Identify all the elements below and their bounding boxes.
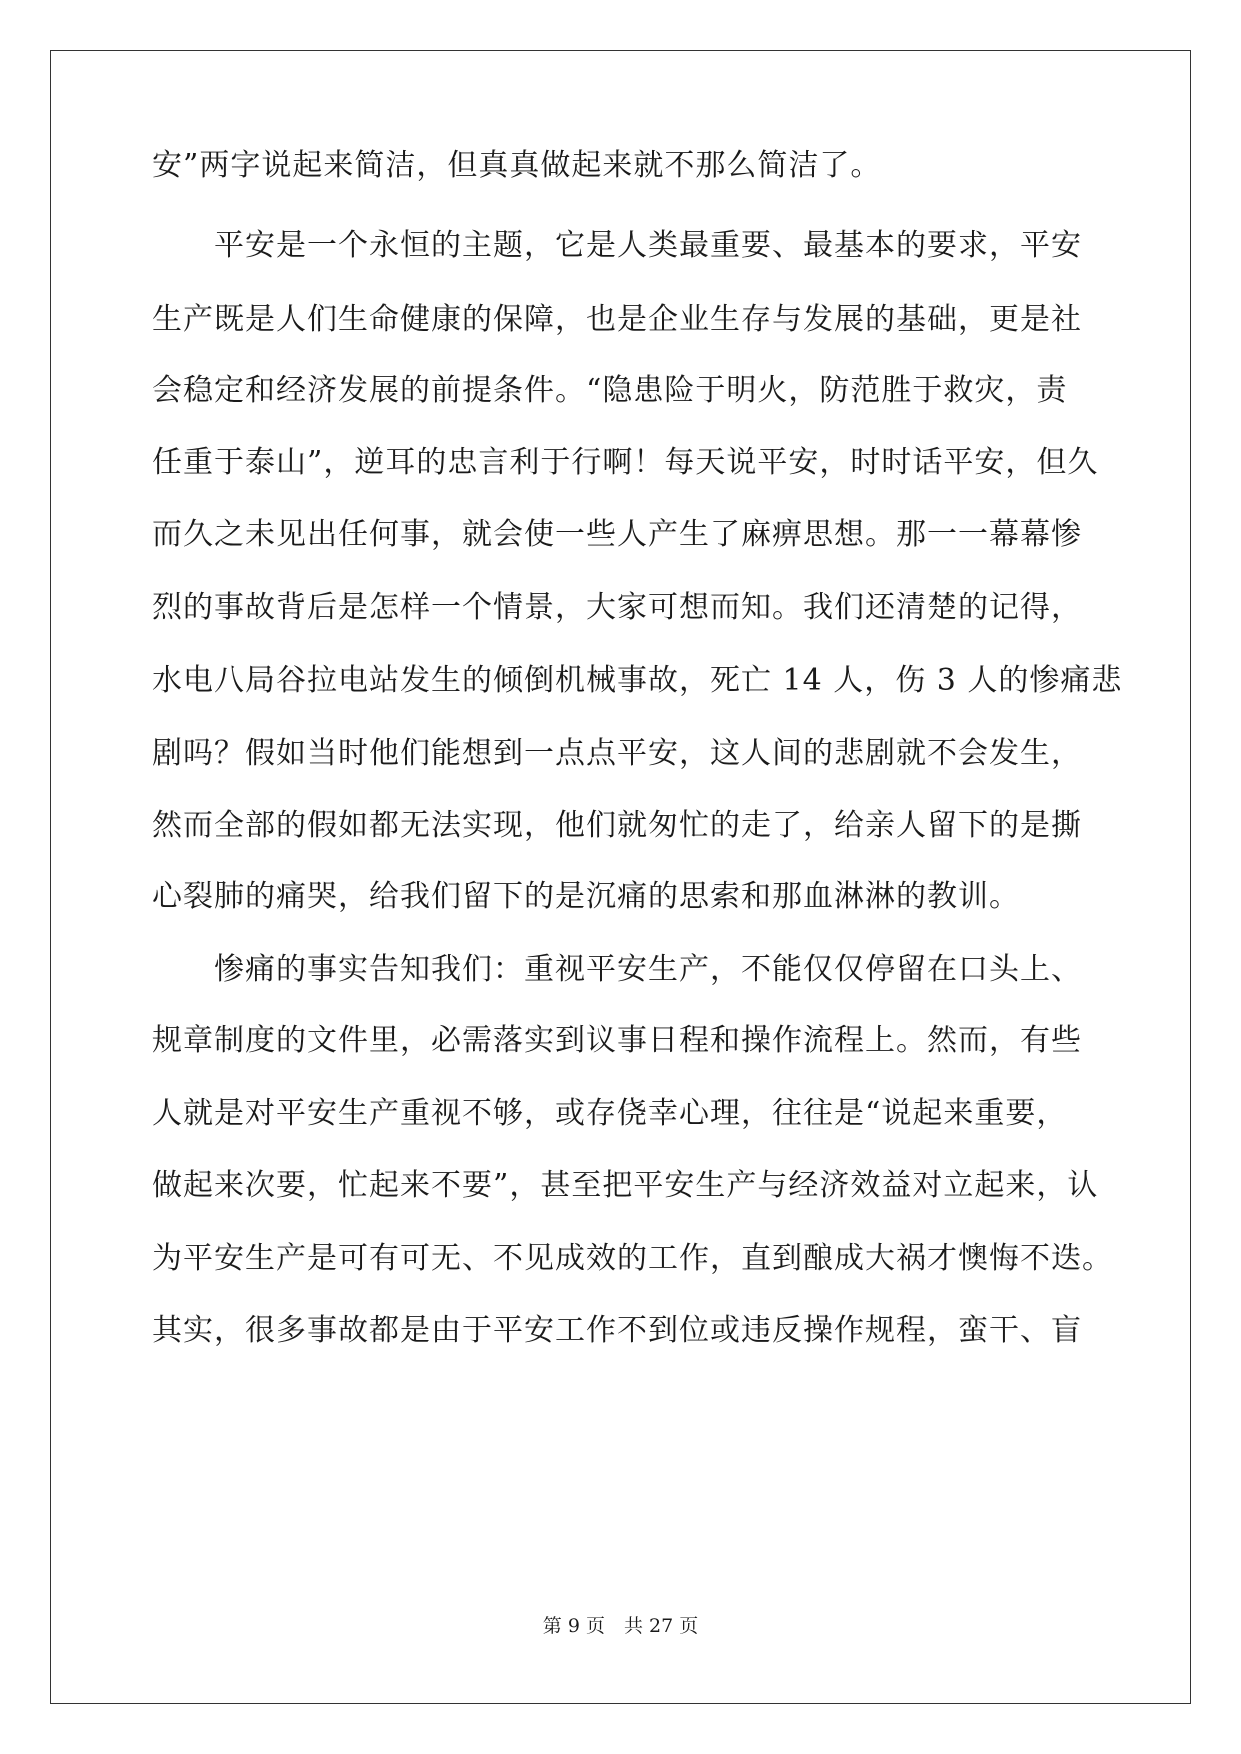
text-line: 然而全部的假如都无法实现，他们就匆忙的走了，给亲人留下的是撕 — [152, 808, 1082, 843]
text-line: 烈的事故背后是怎样一个情景，大家可想而知。我们还清楚的记得， — [152, 590, 1082, 625]
text-line: 生产既是人们生命健康的保障，也是企业生存与发展的基础，更是社 — [152, 302, 1082, 337]
text-line: 水电八局谷拉电站发生的倾倒机械事故，死亡 14 人，伤 3 人的惨痛悲 — [152, 663, 1123, 698]
text-line: 剧吗？假如当时他们能想到一点点平安，这人间的悲剧就不会发生， — [152, 736, 1082, 771]
text-line: 会稳定和经济发展的前提条件。“隐患险于明火，防范胜于救灾，责 — [152, 373, 1068, 408]
text-line: 任重于泰山”，逆耳的忠言利于行啊！每天说平安，时时话平安，但久 — [152, 445, 1099, 480]
text-line: 而久之未见出任何事，就会使一些人产生了麻痹思想。那一一幕幕惨 — [152, 517, 1082, 552]
text-line: 规章制度的文件里，必需落实到议事日程和操作流程上。然而，有些 — [152, 1023, 1082, 1058]
page-number-footer: 第 9 页 共 27 页 — [542, 1615, 699, 1637]
text-line: 其实，很多事故都是由于平安工作不到位或违反操作规程，蛮干、盲 — [152, 1313, 1082, 1348]
text-line: 安”两字说起来简洁，但真真做起来就不那么简洁了。 — [152, 148, 882, 183]
text-line: 做起来次要，忙起来不要”，甚至把平安生产与经济效益对立起来，认 — [152, 1168, 1099, 1203]
text-line: 惨痛的事实告知我们：重视平安生产，不能仅仅停留在口头上、 — [152, 952, 1082, 987]
text-line: 为平安生产是可有可无、不见成效的工作，直到酿成大祸才懊悔不迭。 — [152, 1241, 1113, 1276]
text-line: 心裂肺的痛哭，给我们留下的是沉痛的思索和那血淋淋的教训。 — [152, 879, 1020, 914]
text-line: 人就是对平安生产重视不够，或存侥幸心理，往往是“说起来重要， — [152, 1096, 1068, 1131]
text-line: 平安是一个永恒的主题，它是人类最重要、最基本的要求，平安 — [152, 228, 1082, 263]
